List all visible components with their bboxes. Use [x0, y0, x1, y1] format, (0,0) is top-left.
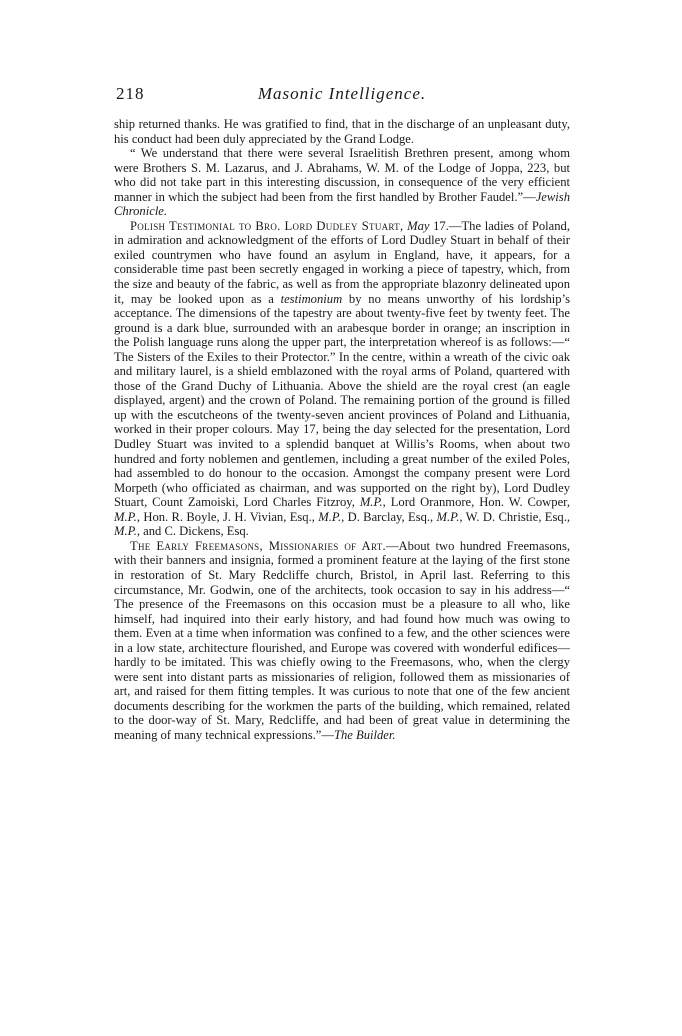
source-citation: Jewish Chronicle. — [114, 189, 570, 219]
source-citation: The Builder. — [333, 727, 396, 742]
paragraph-polish-testimonial — [114, 219, 570, 539]
paragraph-text: , and C. Dickens, Esq. — [136, 524, 249, 539]
paragraph-text: ship returned thanks. He was gratified to find, that in the discharge of an unpleasant duty, his conduct had been duly appreciated by the Grand Lodge. — [114, 117, 570, 146]
running-title: Masonic Intelligence. — [257, 84, 427, 103]
date-month: May — [407, 218, 430, 233]
section-heading: The Early Freemasons, Missionaries of Art. — [130, 538, 386, 553]
page-number: 218 — [116, 84, 145, 103]
paragraph-text: , W. D. Christie, Esq., — [459, 509, 570, 524]
mp-abbrev: M.P. — [359, 495, 383, 510]
paragraph-grand-lodge — [114, 117, 570, 146]
latin-term: testimonium — [280, 291, 343, 306]
paragraph-text: The ladies of Poland, in admiration and acknowledgment of the efforts of Lord Dudley Stuart in behalf of their exiled countrymen who have found an asylum in England, have, it appears, for a considerable time past been secretly engaged in working a piece of tapestry, which, from the size and beauty of the fabric, as well as from the appropriate blazonry delineated upon it, may be looked upon as a — [114, 218, 570, 306]
paragraph-israelitish-brethren — [114, 146, 570, 219]
paragraph-text: “ We understand that there were several Israelitish Brethren present, among whom were Brothers S. M. Lazarus, and J. Abrahams, W. M. of the Lodge of Joppa, 223, but who did not take part in this interesting discussion, in consequence of the very efficient manner in which the subject had been from the first handled by Brother Faudel.”— — [114, 146, 570, 204]
page-header — [114, 84, 570, 110]
mp-abbrev: M.P. — [114, 509, 137, 524]
date-day: 17.— — [429, 218, 462, 233]
mp-abbrev: M.P. — [436, 509, 460, 524]
paragraph-text: , Hon. R. Boyle, J. H. Vivian, Esq., — [136, 509, 319, 524]
section-heading: Polish Testimonial to Bro. Lord Dudley Stuart, — [130, 218, 404, 233]
paragraph-text: by no means unworthy of his lordship’s acceptance. The dimensions of the tapestry are about twenty-five feet by twenty feet. The ground is a dark blue, surrounded with an arabesque border in orange; an inscription in the Polish language runs along the upper part, the interpretation whereof is as follows:—“ The Sisters of the Exiles to their Protector.” In the centre, within a wreath of the civic oak and military laurel, is a shield emblazoned with the royal arms of Poland, quartered with those of the Grand Duchy of Lithuania. Above the shield are the royal crest (an eagle displayed, argent) and the crown of Poland. The remaining portion of the ground is filled up with the escutcheons of the twenty-seven ancient provinces of Poland and Lithuania, worked in their proper colours. May 17, being the day selected for the presentation, Lord Dudley Stuart was invited to a splendid banquet at Willis’s Rooms, when about two hundred and forty noblemen and gentlemen, including a great number of the exiled Poles, had assembled to do honour to the occasion. Amongst the company present were Lord Morpeth (who officiated as chairman, and was supported on the right by), Lord Dudley Stuart, Count Zamoiski, Lord Charles Fitzroy, — [114, 291, 570, 510]
paragraph-early-freemasons — [114, 539, 570, 743]
paragraph-text: , Lord Oranmore, Hon. W. Cowper, — [382, 495, 571, 510]
mp-abbrev: M.P. — [114, 524, 137, 539]
paragraph-text: , D. Barclay, Esq., — [341, 509, 437, 524]
paragraph-text: —About two hundred Freemasons, with their banners and insignia, formed a prominent feature at the laying of the first stone in restoration of St. Mary Redcliffe church, Bristol, in April last. Referring to this circumstance, Mr. Godwin, one of the architects, took occasion to say in his address—“ The presence of the Freemasons on this occasion must be a pleasure to all who, like himself, had inquired into their early history, and had found how much was owing to them. Even at a time when information was confined to a few, and the other sciences were in a low state, architecture flourished, and Europe was covered with wonderful edifices—hardly to be imitated. This was chiefly owing to the Freemasons, who, when the clergy were sent into distant parts as missionaries of religion, followed them as missionaries of art, and raised for them fitting temples. It was curious to note that one of the few ancient documents describing for the workmen the parts of the building, which remained, related to the door-way of St. Mary, Redcliffe, and had been of great value in determining the meaning of many technical expressions.”— — [114, 538, 570, 742]
mp-abbrev: M.P. — [318, 509, 342, 524]
article-body — [114, 117, 570, 743]
book-page — [114, 84, 570, 743]
